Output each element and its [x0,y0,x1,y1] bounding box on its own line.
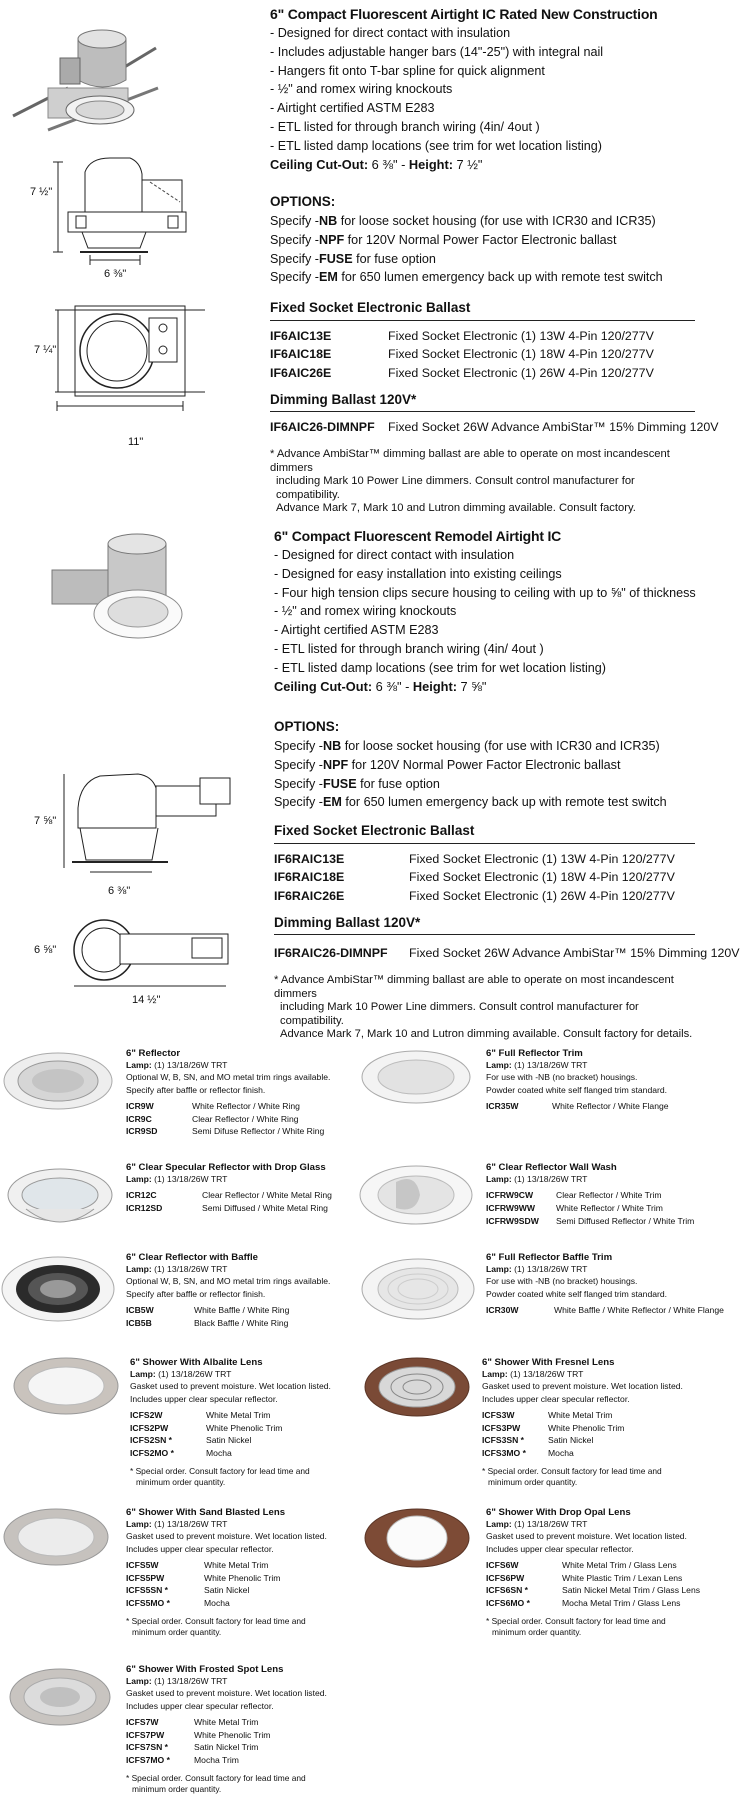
feature-item: - Designed for direct contact with insulation [274,546,696,565]
divider [274,843,695,844]
product2-side-drawing [60,768,235,878]
divider [270,320,695,321]
table-row: ICFS7SN * Satin Nickel Trim [126,1742,259,1753]
feature-item: - Airtight certified ASTM E283 [274,621,696,640]
product2-features [274,546,696,678]
trim-image-reflector [2,1050,114,1112]
trim-image-wall-wash [358,1162,474,1228]
product2-side-height: 7 ⅝" [34,815,57,827]
table-row: ICR30W White Baffle / White Reflector / White Flange [486,1305,724,1316]
height-value: 7 ½" [453,157,483,172]
table-row: ICFS7PW White Phenolic Trim [126,1729,271,1740]
table-row: ICFS6W White Metal Trim / Glass Lens [486,1560,677,1571]
table-row: ICFS3W White Metal Trim [482,1410,613,1421]
product1-side-width: 6 ⅜" [104,268,127,280]
feature-item: - Four high tension clips secure housing to ceiling with up to ⅝" of thickness [274,584,696,603]
product1-top-height: 7 ¼" [34,344,57,356]
product2-title: 6" Compact Fluorescent Remodel Airtight IC [274,528,562,544]
table-row: ICFS3MO * Mocha [482,1448,574,1458]
trim-sand-blasted: 6" Shower With Sand Blasted Lens Lamp: (1) 13/18/26W TRT Gasket used to prevent moisture. Wet location listed. Includes upper clear specular reflector. ICFS5W White Metal Trim ICFS5PW White Phenolic Trim ICFS5SN * Satin Nickel ICFS5MO * Mocha * Special order. Consult factory for lead time and minimum order quantity. [126,1507,327,1638]
product2-ceiling-cutout [274,679,486,694]
feature-item: - ½" and romex wiring knockouts [274,602,696,621]
table-row: ICB5B Black Baffle / White Ring [126,1317,289,1328]
trim-image-baffle [0,1252,116,1326]
trim-drop-opal: 6" Shower With Drop Opal Lens Lamp: (1) 13/18/26W TRT Gasket used to prevent moisture. Wet location listed. Includes upper clear specular reflector. ICFS6W White Metal Trim / Glass Lens ICFS6PW White Plastic Trim / Lexan Lens ICFS6SN * Satin Nickel Metal Trim / Glass Lens ICFS6MO * Mocha Metal Trim / Glass Lens * Special order. Consult factory for lead time and minimum order quantity. [486,1507,701,1638]
feature-item: - Hangers fit onto T-bar spline for quick alignment [270,62,603,81]
table-row: ICFS3PW White Phenolic Trim [482,1422,625,1433]
product1-photo [8,18,160,140]
product2-side-width: 6 ⅜" [108,885,131,897]
product1-options [270,212,663,287]
trim-wall-wash: 6" Clear Reflector Wall Wash Lamp: (1) 13/18/26W TRT ICFRW9CW Clear Reflector / White Trim ICFRW9WW White Reflector / White Trim ICFRW9SDW Semi Diffused Reflector / White Trim [486,1162,695,1226]
option-item: Specify -EM for 650 lumen emergency back up with remote test switch [274,795,667,810]
product1-features [270,24,603,156]
product1-fixed-title: Fixed Socket Electronic Ballast [270,300,471,315]
trim-image-drop-glass [4,1165,116,1233]
option-item: Specify -NB for loose socket housing (for use with ICR30 and ICR35) [270,214,656,228]
ceiling-label: Ceiling Cut-Out: [270,157,369,172]
option-item: Specify -FUSE for fuse option [270,251,436,266]
table-row: ICFS5SN * Satin Nickel [126,1585,250,1596]
product1-top-drawing [55,288,205,438]
option-item: Specify -EM for 650 lumen emergency back up with remote test switch [270,270,663,285]
trim-image-full-reflector [360,1048,472,1106]
table-row: ICFS2SN * Satin Nickel [130,1435,252,1446]
product1-options-title: OPTIONS: [270,194,336,209]
feature-item: - Designed for easy installation into existing ceilings [274,565,696,584]
product1-side-height: 7 ½" [30,186,53,198]
ceiling-value: 6 ⅜" - [368,157,409,172]
table-row: ICR9SD Semi Difuse Reflector / White Ring [126,1126,325,1137]
product2-top-drawing [62,912,232,992]
product1-fixed-table [270,327,654,382]
table-row: ICR12SD Semi Diffused / White Metal Ring [126,1203,328,1213]
trim-image-drop-opal [362,1505,472,1571]
table-row: ICFRW9CW Clear Reflector / White Trim [486,1190,662,1201]
trim-drop-glass: 6" Clear Specular Reflector with Drop Glass Lamp: (1) 13/18/26W TRT ICR12C Clear Reflector / White Metal Ring ICR12SD Semi Diffused / White Metal Ring [126,1162,332,1213]
trim-full-reflector: 6" Full Reflector Trim Lamp: (1) 13/18/26W TRT For use with -NB (no bracket) housings. Powder coated white self flanged trim standard. ICR35W White Reflector / White Flange [486,1048,669,1112]
product2-top-height: 6 ⅝" [34,944,57,956]
feature-item: - Includes adjustable hanger bars (14"-25") with integral nail [270,43,603,62]
divider [274,934,695,935]
option-item: Specify -NPF for 120V Normal Power Factor Electronic ballast [270,232,617,247]
table-row: IF6AIC26-DIMNPF Fixed Socket 26W Advance AmbiStar™ 15% Dimming 120V [270,420,719,434]
table-row: ICFS7W White Metal Trim [126,1717,259,1728]
trim-image-baffle-trim [360,1254,476,1324]
table-row: ICFS2MO * Mocha [130,1448,232,1458]
table-row: IF6AIC13E Fixed Socket Electronic (1) 13W 4-Pin 120/277V [270,329,654,343]
option-item: Specify -NB for loose socket housing (for use with ICR30 and ICR35) [274,739,660,753]
product1-dimming-table [270,418,719,436]
trim-image-fresnel [362,1355,472,1419]
table-row: ICR12C Clear Reflector / White Metal Ring [126,1190,332,1201]
feature-item: - Airtight certified ASTM E283 [270,99,603,118]
product2-photo [38,530,188,645]
table-row: ICFS5PW White Phenolic Trim [126,1572,281,1583]
trim-fresnel: 6" Shower With Fresnel Lens Lamp: (1) 13/18/26W TRT Gasket used to prevent moisture. Wet location listed. Includes upper clear specular reflector. ICFS3W White Metal Trim ICFS3PW White Phenolic Trim ICFS3SN * Satin Nickel ICFS3MO * Mocha * Special order. Consult factory for lead time and minimum order quantity. [482,1357,683,1488]
table-row: ICFRW9WW White Reflector / White Trim [486,1203,663,1213]
table-row: IF6RAIC26E Fixed Socket Electronic (1) 26W 4-Pin 120/277V [274,888,675,903]
ceiling-value: 6 ⅜" - [372,679,413,694]
product1-dimming-title: Dimming Ballast 120V* [270,392,417,407]
table-row: IF6AIC26E Fixed Socket Electronic (1) 26W 4-Pin 120/277V [270,365,654,380]
product1-ceiling-cutout [270,157,482,172]
table-row: ICFS5W White Metal Trim [126,1560,269,1571]
product2-fixed-table [274,850,675,905]
table-row: ICR35W White Reflector / White Flange [486,1101,669,1112]
product2-fixed-title: Fixed Socket Electronic Ballast [274,823,475,838]
product1-side-drawing [30,152,190,272]
table-row: ICFS6SN * Satin Nickel Metal Trim / Glass Lens [486,1585,701,1596]
option-item: Specify -NPF for 120V Normal Power Factor Electronic ballast [274,757,621,772]
table-row: IF6RAIC26-DIMNPF Fixed Socket 26W Advance AmbiStar™ 15% Dimming 120V [274,946,740,960]
feature-item: - ETL listed damp locations (see trim for wet location listing) [274,659,696,678]
trim-frosted-spot: 6" Shower With Frosted Spot Lens Lamp: (1) 13/18/26W TRT Gasket used to prevent moisture. Wet location listed. Includes upper clear specular reflector. ICFS7W White Metal Trim ICFS7PW White Phenolic Trim ICFS7SN * Satin Nickel Trim ICFS7MO * Mocha Trim * Special order. Consult factory for lead time and minimum order quantity. [126,1664,327,1795]
feature-item: - ETL listed damp locations (see trim for wet location listing) [270,137,603,156]
table-row: IF6RAIC13E Fixed Socket Electronic (1) 13W 4-Pin 120/277V [274,852,675,866]
trim-baffle-trim: 6" Full Reflector Baffle Trim Lamp: (1) 13/18/26W TRT For use with -NB (no bracket) housings. Powder coated white self flanged trim standard. ICR30W White Baffle / White Reflector / White Flange [486,1252,724,1316]
table-row: ICFS5MO * Mocha [126,1598,230,1608]
table-row: ICFS2W White Metal Trim [130,1410,271,1421]
ceiling-label: Ceiling Cut-Out: [274,679,373,694]
table-row: ICFS7MO * Mocha Trim [126,1755,239,1765]
feature-item: - ETL listed for through branch wiring (4in/ 4out ) [274,640,696,659]
table-row: ICR9W White Reflector / White Ring [126,1101,300,1112]
product1-top-width: 11" [128,436,144,448]
product2-dimming-title: Dimming Ballast 120V* [274,915,421,930]
height-label: Height: [412,679,457,694]
divider [270,411,695,412]
table-row: ICR9C Clear Reflector / White Ring [126,1113,299,1124]
product2-top-width: 14 ½" [132,994,161,1006]
trim-image-sand-blasted [2,1505,110,1569]
product1-title: 6" Compact Fluorescent Airtight IC Rated New Construction [270,6,658,22]
option-item: Specify -FUSE for fuse option [274,776,440,791]
table-row: ICFRW9SDW Semi Diffused Reflector / White Trim [486,1215,695,1226]
trim-baffle: 6" Clear Reflector with Baffle Lamp: (1) 13/18/26W TRT Optional W, B, SN, and MO metal trim rings available. Specify after baffle or reflector finish. ICB5W White Baffle / White Ring ICB5B Black Baffle / White Ring [126,1252,331,1328]
trim-albalite: 6" Shower With Albalite Lens Lamp: (1) 13/18/26W TRT Gasket used to prevent moisture. Wet location listed. Includes upper clear specular reflector. ICFS2W White Metal Trim ICFS2PW White Phenolic Trim ICFS2SN * Satin Nickel ICFS2MO * Mocha * Special order. Consult factory for lead time and minimum order quantity. [130,1357,331,1488]
feature-item: - ½" and romex wiring knockouts [270,80,603,99]
product2-dimming-table [274,944,740,962]
table-row: ICFS6MO * Mocha Metal Trim / Glass Lens [486,1598,681,1608]
product2-options [274,737,667,812]
feature-item: - ETL listed for through branch wiring (4in/ 4out ) [270,118,603,137]
table-row: ICB5W White Baffle / White Ring [126,1305,290,1316]
table-row: IF6AIC18E Fixed Socket Electronic (1) 18W 4-Pin 120/277V [270,347,654,362]
product2-note: * Advance AmbiStar™ dimming ballast are able to operate on most incandescent dimmers including Mark 10 Power Line dimmers. Consult control manufacturer for compatibility. Advance Mark 7, Mark 10 and Lutron dimming available. Consult factory for details. [274,974,693,1041]
table-row: ICFS3SN * Satin Nickel [482,1435,594,1446]
table-row: ICFS6PW White Plastic Trim / Lexan Lens [486,1572,683,1583]
trim-image-frosted-spot [8,1664,112,1730]
table-row: ICFS2PW White Phenolic Trim [130,1422,283,1433]
height-label: Height: [408,157,453,172]
product2-options-title: OPTIONS: [274,719,340,734]
table-row: IF6RAIC18E Fixed Socket Electronic (1) 18W 4-Pin 120/277V [274,870,675,885]
product1-note: * Advance AmbiStar™ dimming ballast are able to operate on most incandescent dimmers including Mark 10 Power Line dimmers. Consult control manufacturer for compatibility. Advance Mark 7, Mark 10 and Lutron dimming available. Consult factory. [270,448,670,515]
trim-reflector: 6" Reflector Lamp: (1) 13/18/26W TRT Optional W, B, SN, and MO metal trim rings available. Specify after baffle or reflector finish. ICR9W White Reflector / White Ring ICR9C Clear Reflector / White Ring ICR9SD Semi Difuse Reflector / White Ring [126,1048,331,1137]
height-value: 7 ⅝" [457,679,487,694]
trim-image-albalite [12,1355,120,1417]
feature-item: - Designed for direct contact with insulation [270,24,603,43]
